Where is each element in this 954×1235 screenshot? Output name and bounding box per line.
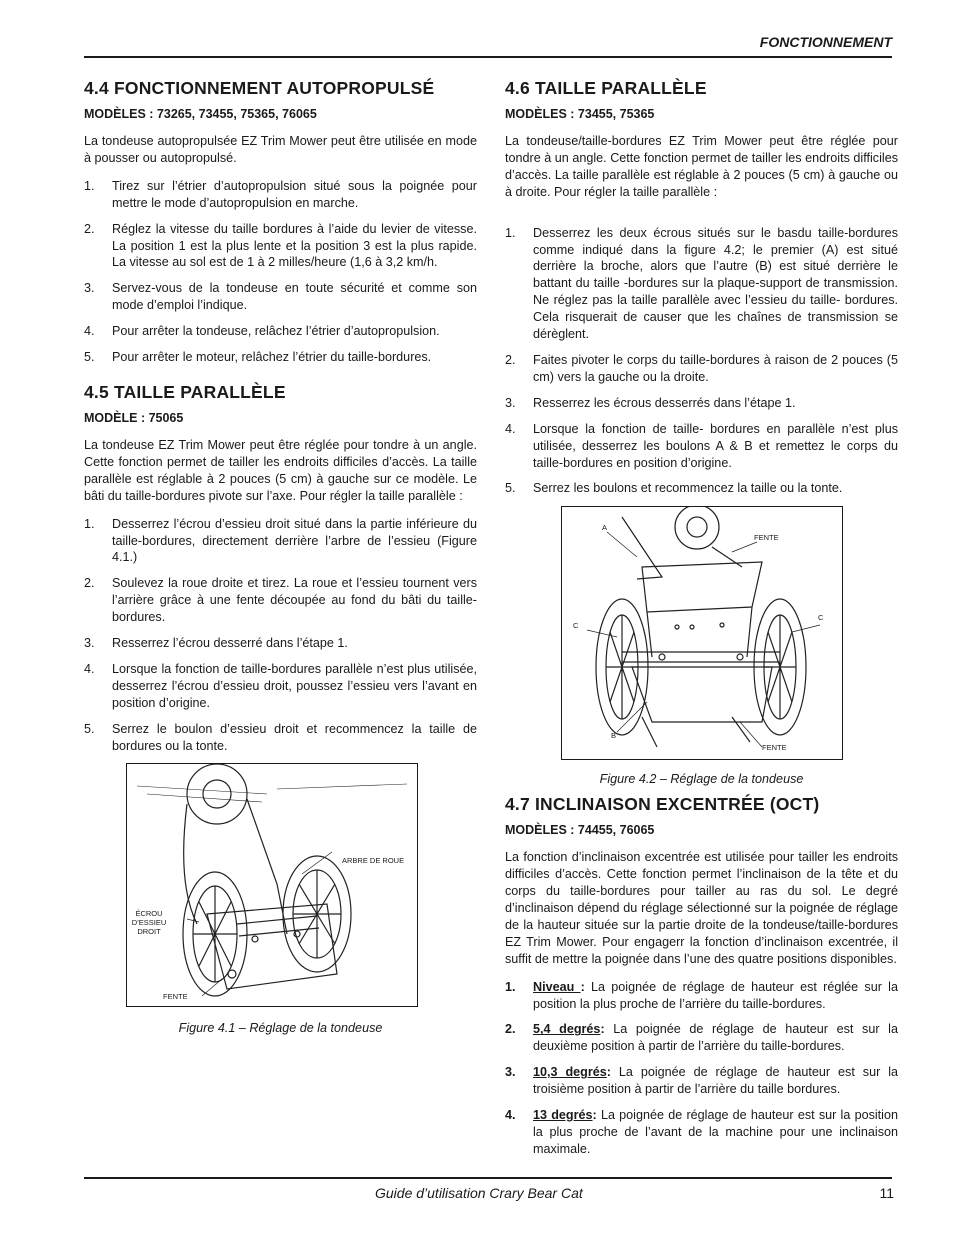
list-item xyxy=(84,516,477,567)
section-4-4 xyxy=(84,78,477,366)
step-text: Resserrez l’écrou desserré dans l’étape 1. xyxy=(112,636,348,651)
step-text: Tirez sur l’étrier d’autopropulsion situé sous la poignée pour mettre le mode d’autopropulsion en marche. xyxy=(112,178,477,210)
step-term-colon: : xyxy=(606,1065,611,1080)
step-list xyxy=(505,225,898,498)
section-4-5 xyxy=(84,382,477,1036)
step-text: Serrez le boulon d’essieu droit et recommencez la taille de bordures ou la tonte. xyxy=(112,721,477,753)
step-number: 1. xyxy=(84,516,95,531)
section-models: MODÈLES : 74455, 76065 xyxy=(505,823,655,838)
list-item xyxy=(505,1064,898,1098)
mower-illustration-4-1 xyxy=(127,764,417,1006)
figure-label-fente-bottom: FENTE xyxy=(762,743,787,753)
step-number: 4. xyxy=(84,661,95,676)
step-text: Pour arrêter la tondeuse, relâchez l’étrier d’autopropulsion. xyxy=(112,324,440,339)
figure-4-1 xyxy=(126,763,418,1007)
step-text: Faites pivoter le corps du taille-bordures à raison de 2 pouces (5 cm) vers la gauche ou la droite. xyxy=(533,352,898,384)
section-4-6 xyxy=(505,78,898,786)
figure-label-fente: FENTE xyxy=(163,992,188,1002)
section-models: MODÈLES : 73265, 73455, 75365, 76065 xyxy=(84,107,317,121)
step-number: 3. xyxy=(84,281,95,296)
footer-guide-title: Guide d’utilisation Crary Bear Cat xyxy=(375,1185,583,1201)
list-item xyxy=(505,480,898,497)
step-text: Lorsque la fonction de taille-bordures parallèle n’est plus utilisée, desserrez l’écrou d’essieu droit, poussez l’essieu vers l’avant en position d’origine. xyxy=(112,661,477,710)
page-number: 11 xyxy=(879,1185,894,1201)
figure-caption: Figure 4.1 – Réglage de la tondeuse xyxy=(178,1021,383,1036)
step-text: Serrez les boulons et recommencez la taille ou la tonte. xyxy=(533,481,843,496)
step-list xyxy=(84,516,477,755)
list-item xyxy=(84,280,477,314)
step-number: 4. xyxy=(84,324,95,339)
header-rule xyxy=(84,56,892,58)
footer-rule xyxy=(84,1177,892,1179)
figure-label-b: B xyxy=(611,731,617,741)
section-heading: 4.5 TAILLE PARALLÈLE xyxy=(84,381,286,402)
step-list xyxy=(84,178,477,366)
step-list xyxy=(505,979,898,1158)
step-text: Desserrez l’écrou d’essieu droit situé dans la partie inférieure du taille-bordures, directement derrière l’arbre de l’essieu (Figure 4.1.) xyxy=(112,516,477,565)
step-number: 1. xyxy=(505,979,516,994)
list-item xyxy=(84,349,477,366)
step-number: 3. xyxy=(505,1065,516,1080)
list-item xyxy=(505,352,898,386)
list-item xyxy=(84,221,477,272)
step-text: Lorsque la fonction de taille- bordures en parallèle n’est plus utilisée, desserrez les boulons A & B et remettez le corps du taille-bordures en position d’origine. xyxy=(533,421,898,470)
step-term-colon: : xyxy=(600,1022,605,1037)
list-item xyxy=(505,421,898,472)
step-text: Soulevez la roue droite et tirez. La roue et l’essieu tournent vers l’arrière grâce à une fente découpée au fond du bâti du taille-bordures. xyxy=(112,576,477,625)
figure-label-c-right: C xyxy=(818,613,824,623)
page-header-title: FONCTIONNEMENT xyxy=(759,34,892,50)
section-intro: La tondeuse autopropulsée EZ Trim Mower peut être utilisée en mode à pousser ou autopropulsé. xyxy=(84,134,477,165)
step-number: 5. xyxy=(505,481,516,496)
step-number: 3. xyxy=(505,395,516,410)
step-term-colon: : xyxy=(580,979,585,994)
step-text: La poignée de réglage de hauteur est sur la position la plus proche de l’avant de la machine pour une inclinaison maximale. xyxy=(533,1108,898,1156)
list-item xyxy=(84,721,477,755)
step-term: 5,4 degrés xyxy=(533,1022,601,1037)
list-item xyxy=(505,225,898,343)
list-item xyxy=(505,979,898,1013)
figure-label-arbre: ARBRE DE ROUE xyxy=(342,856,405,866)
mower-illustration-4-2 xyxy=(562,507,842,759)
list-item xyxy=(505,1021,898,1055)
step-number: 2. xyxy=(505,1022,516,1037)
step-number: 4. xyxy=(505,421,516,436)
list-item xyxy=(505,395,898,412)
list-item xyxy=(84,323,477,340)
step-number: 2. xyxy=(84,221,95,236)
figure-label-ecrou-line-3: DROIT xyxy=(137,927,161,937)
step-text: La poignée de réglage de hauteur est sur la troisième position à partir de l’arrière du taille bordures. xyxy=(533,1065,898,1097)
list-item xyxy=(84,178,477,212)
right-column xyxy=(505,78,898,1167)
step-text: Servez-vous de la tondeuse en toute sécurité et comme son mode d’emploi l’indique. xyxy=(112,281,477,313)
step-number: 3. xyxy=(84,636,95,651)
left-column xyxy=(84,78,477,1049)
step-term: Niveau xyxy=(533,979,581,994)
section-4-7 xyxy=(505,794,898,1158)
figure-label-fente-top: FENTE xyxy=(754,533,779,543)
section-intro: La fonction d’inclinaison excentrée est utilisée pour tailler les endroits difficiles d’accès. Cette fonction permet l’inclinaison de la tête et du corps du taille-bordures pour tailler au ras du sol. Le degré d’inclinaison dépend du réglage sélectionné sur la poignée de réglage de la hauteur située sur la partie droite de la tondeuse/taille-bordures EZ Trim Mower. Pour engagerr la fonction d’inclinaison excentrée, il suffit de mettre la poignée dans l’une des quatre positions disponibles. xyxy=(505,850,898,966)
list-item xyxy=(84,575,477,626)
figure-label-a: A xyxy=(602,523,608,533)
step-term: 10,3 degrés xyxy=(533,1065,607,1080)
figure-label-ecrou xyxy=(127,909,171,936)
section-heading: 4.6 TAILLE PARALLÈLE xyxy=(505,78,707,98)
section-heading: 4.4 FONCTIONNEMENT AUTOPROPULSÉ xyxy=(84,78,435,98)
figure-4-2 xyxy=(561,506,843,760)
step-number: 1. xyxy=(505,225,516,240)
section-intro: La tondeuse/taille-bordures EZ Trim Mower peut être réglée pour tondre à un angle. Cette fonction permet de tailler les endroits difficiles d’accès. La taille parallèle est réglable à 2 pouces (5 cm) à gauche ou à droite. Pour régler la taille parallèle : xyxy=(505,134,898,199)
section-models: MODÈLES : 73455, 75365 xyxy=(505,107,655,121)
list-item xyxy=(505,1107,898,1158)
step-text: La poignée de réglage de hauteur est réglée sur la position la plus proche de l’arrière du taille-bordures. xyxy=(533,979,898,1011)
step-text: Desserrez les deux écrous situés sur le basdu taille-bordures comme indiqué dans la figure 4.2; le premier (A) est situé derrière la broche, alors que l’autre (B) est situé derrière le battant du taille -bordures sur la plaque-support de transmission. Ne réglez pas la taille parallèle avec l’essieu du taille- bordures. Cela risquerait de causer que les chaînes de transmission se dérèglent. xyxy=(533,225,898,342)
list-item xyxy=(84,661,477,712)
step-text: Pour arrêter le moteur, relâchez l’étrier du taille-bordures. xyxy=(112,350,432,365)
figure-label-c-left: C xyxy=(573,621,579,631)
list-item xyxy=(84,635,477,652)
step-term: 13 degrés xyxy=(533,1108,593,1123)
step-text: La poignée de réglage de hauteur est sur la deuxième position à partir de l’arrière du taille-bordures. xyxy=(533,1022,898,1054)
section-intro: La tondeuse EZ Trim Mower peut être réglée pour tondre à un angle. Cette fonction permet de tailler les endroits difficiles d’accès. La taille parallèle est réglable à 2 pouces (5 cm) à gauche sur ce modèle. Le bâti du taille-bordures pivote sur l’axe. Pour régler la taille parallèle : xyxy=(84,437,477,503)
step-text: Resserrez les écrous desserrés dans l’étape 1. xyxy=(533,395,796,410)
step-text: Réglez la vitesse du taille bordures à l’aide du levier de vitesse. La position 1 est la plus lente et la position 3 est la plus rapide. La vitesse au sol est de 1 à 2 milles/heure (1,6 à 3,2 km/h. xyxy=(112,221,477,270)
step-number: 2. xyxy=(505,352,516,367)
figure-label-ecrou-line-2: D’ESSIEU xyxy=(131,918,167,928)
figure-label-ecrou-line-1: ÉCROU xyxy=(135,909,163,919)
step-number: 5. xyxy=(84,350,95,365)
section-models: MODÈLE : 75065 xyxy=(84,410,184,425)
figure-caption: Figure 4.2 – Réglage de la tondeuse xyxy=(599,772,804,787)
section-heading: 4.7 INCLINAISON EXCENTRÉE (OCT) xyxy=(505,794,820,815)
step-number: 2. xyxy=(84,576,95,591)
step-number: 5. xyxy=(84,721,95,736)
step-number: 1. xyxy=(84,178,95,193)
step-term-colon: : xyxy=(592,1108,597,1123)
step-number: 4. xyxy=(505,1108,516,1123)
